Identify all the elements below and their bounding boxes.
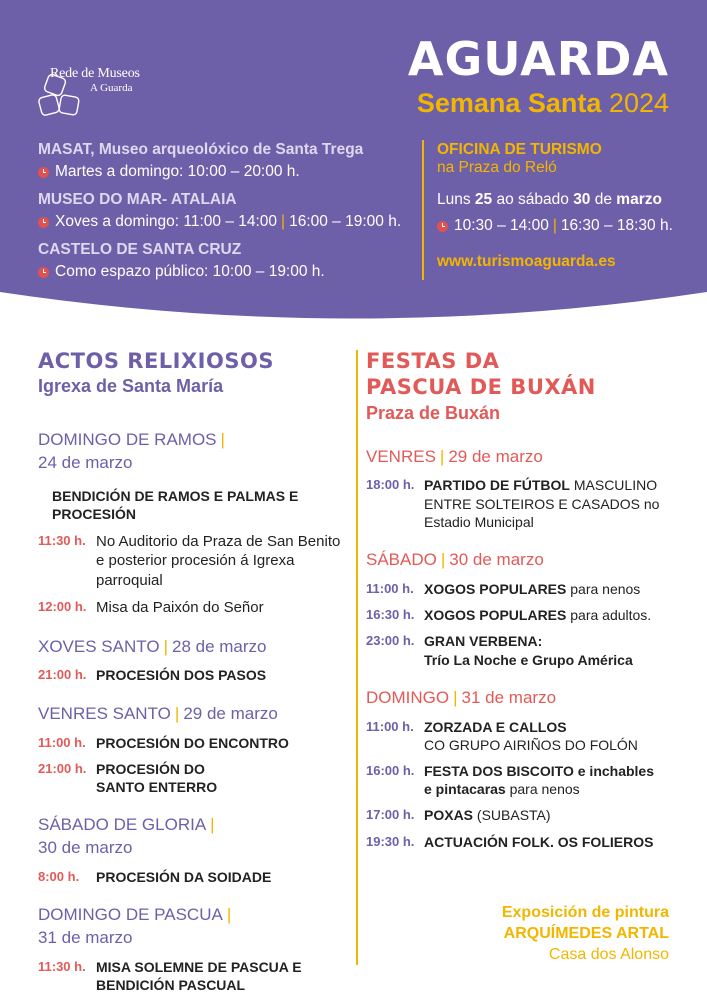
header-divider: [422, 140, 424, 280]
event-title-text: Semana Santa: [416, 88, 602, 118]
tourism-website-link[interactable]: www.turismoaguarda.es: [437, 253, 616, 270]
event-row: 16:00 h. FESTA DOS BISCOITO e inchables e pintacaras para nenos: [366, 763, 655, 798]
tourism-title: OFICINA DE TURISMO: [437, 141, 602, 158]
event-row: 11:00 h. XOGOS POPULARES para nenos: [366, 580, 641, 597]
day-heading: SÁBADO DE GLORIA | 30 de marzo: [38, 815, 215, 858]
event-row: 11:00 h. PROCESIÓN DO ENCONTRO: [38, 734, 289, 751]
logo-rede-text: Rede de Museos: [50, 66, 140, 81]
event-year: 2024: [608, 88, 669, 118]
clock-icon: [38, 167, 49, 178]
event-row: 19:30 h. ACTUACIÓN FOLK. OS FOLIEROS: [366, 833, 654, 850]
festas-title-1: FESTAS DA: [366, 349, 500, 373]
day-heading: DOMINGO DE PASCUA | 31 de marzo: [38, 905, 232, 948]
museum-name: MUSEO DO MAR- ATALAIA: [38, 191, 237, 208]
event-block-title: BENDICIÓN DE RAMOS E PALMAS E PROCESIÓN: [52, 488, 299, 523]
tourism-dates: Luns 25 ao sábado 30 de marzo: [437, 191, 662, 208]
museum-hours: Martes a domingo: 10:00 – 20:00 h.: [55, 163, 300, 180]
tourism-hours: 10:30 – 14:00 | 16:30 – 18:30 h.: [437, 217, 673, 235]
event-row: 16:30 h. XOGOS POPULARES para adultos.: [366, 607, 652, 624]
clock-icon: [437, 221, 448, 232]
header-banner: [0, 0, 707, 330]
exhibition-title: Exposición de pintura: [501, 904, 669, 921]
clock-icon: [38, 267, 49, 278]
museum-hours: Xoves a domingo: 11:00 – 14:00: [55, 213, 278, 230]
day-heading: SÁBADO | 30 de marzo: [366, 550, 544, 569]
day-heading: DOMINGO DE RAMOS | 24 de marzo: [38, 430, 225, 473]
event-row: 21:00 h. PROCESIÓN DO SANTO ENTERRO: [38, 760, 218, 795]
religious-venue: Igrexa de Santa María: [38, 376, 224, 397]
museum-castelo: [38, 241, 325, 281]
day-heading: VENRES | 29 de marzo: [366, 446, 543, 466]
event-row: 18:00 h. PARTIDO DE FÚTBOL MASCULINO ENTRE SOLTEIROS E CASADOS no Estadio Municipal: [366, 477, 660, 530]
museum-masat: [38, 141, 363, 181]
event-row: 12:00 h. Misa da Paixón do Señor: [38, 599, 264, 616]
day-heading: XOVES SANTO | 28 de marzo: [38, 636, 267, 656]
event-row: 11:00 h. ZORZADA E CALLOS CO GRUPO AIRIÑOS DO FOLÓN: [366, 718, 638, 753]
column-divider: [356, 350, 358, 965]
religious-title: ACTOS RELIXIOSOS: [38, 349, 274, 373]
event-row: 17:00 h. POXAS (SUBASTA): [366, 807, 551, 824]
event-row: 11:30 h. MISA SOLEMNE DE PASCUA E BENDICIÓN PASCUAL: [38, 959, 302, 994]
religious-acts-column: [38, 348, 348, 994]
exhibition-venue: Casa dos Alonso: [548, 945, 669, 963]
museum-name: MASAT, Museo arqueolóxico de Santa Trega: [38, 141, 364, 158]
museum-mar-atalaia: MUSEO DO MAR- ATALAIA Xoves a domingo: 11:00 – 14:00 | 16:00 – 19:00 h.: [38, 191, 402, 230]
rede-museos-logo: [36, 58, 176, 128]
day-heading: VENRES SANTO | 29 de marzo: [38, 703, 278, 723]
tourism-subtitle: na Praza do Reló: [437, 159, 557, 176]
festas-venue: Praza de Buxán: [366, 402, 501, 423]
event-row: 21:00 h. PROCESIÓN DOS PASOS: [38, 667, 267, 684]
day-heading: DOMINGO | 31 de marzo: [366, 687, 557, 707]
exhibition-artist: ARQUÍMEDES ARTAL: [503, 924, 669, 942]
festas-column: [366, 348, 686, 851]
aguarda-brand: AGUARDA: [407, 32, 669, 86]
museum-hours: Como espazo público: 10:00 – 19:00 h.: [55, 263, 325, 280]
festas-title-2: PASCUA DE BUXÁN: [366, 375, 596, 400]
logo-aguarda-text: A Guarda: [90, 82, 133, 94]
museum-name: CASTELO DE SANTA CRUZ: [38, 241, 242, 258]
exhibition-notice: [502, 903, 669, 965]
event-row: 11:30 h. No Auditorio da Praza de San Benito e posterior procesión á Igrexa parroquial: [38, 532, 341, 589]
tourism-office: [437, 141, 673, 271]
event-title: [417, 90, 669, 117]
event-row: 8:00 h. PROCESIÓN DA SOIDADE: [38, 869, 272, 885]
event-row: 23:00 h. GRAN VERBENA: Trío La Noche e Grupo América: [366, 633, 633, 668]
clock-icon: [38, 217, 49, 228]
museum-hours-2: 16:00 – 19:00 h.: [289, 213, 402, 230]
